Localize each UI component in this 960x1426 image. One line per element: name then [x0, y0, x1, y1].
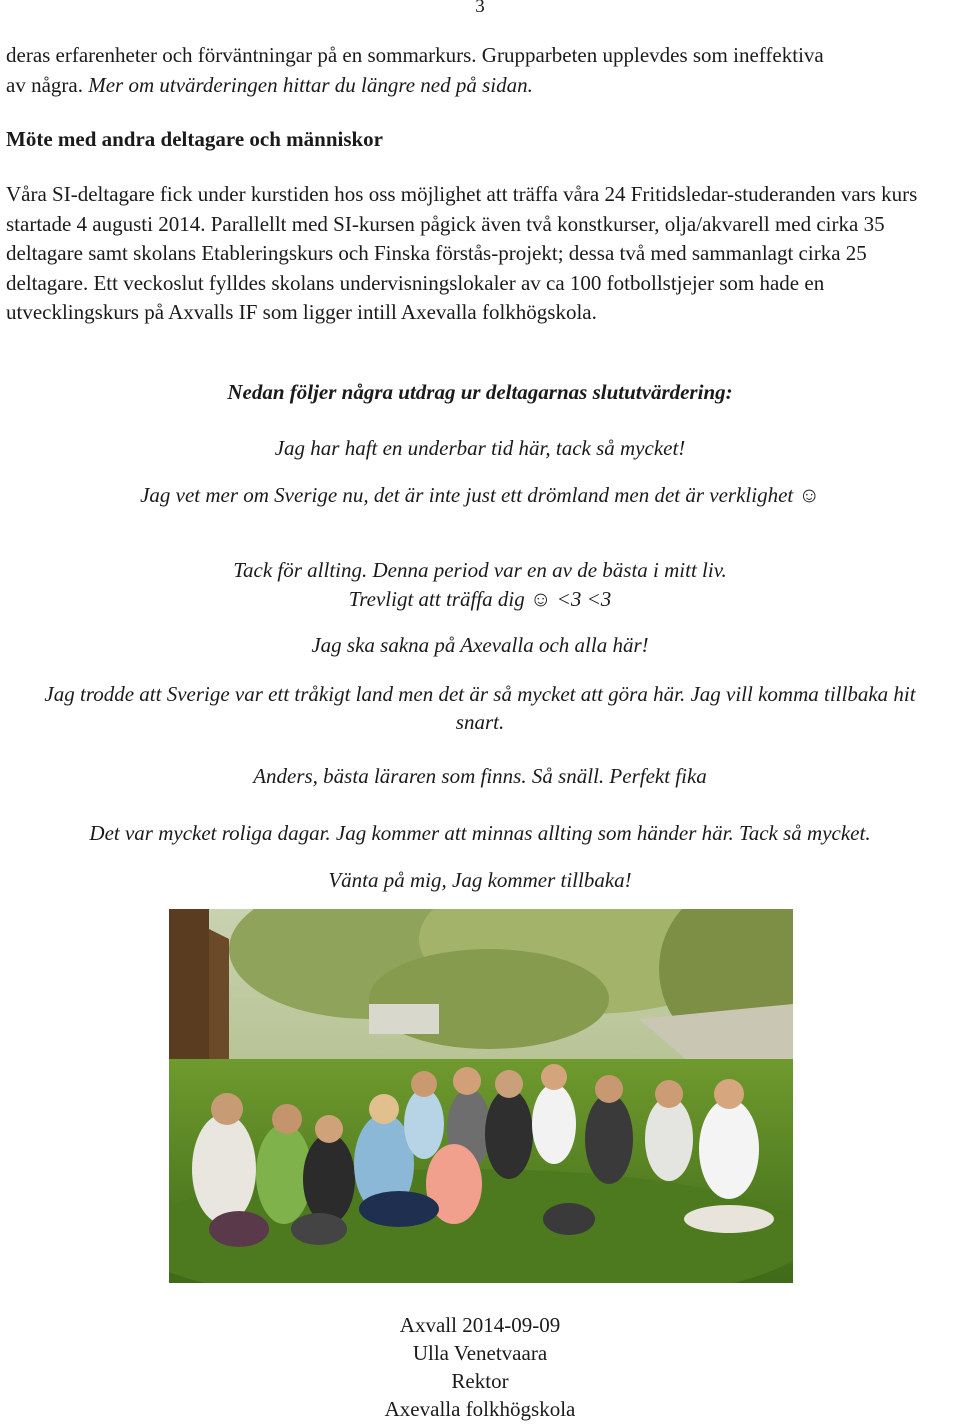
- evaluation-heading: Nedan följer några utdrag ur deltagarnas slututvärdering:: [227, 380, 733, 404]
- section-heading: Möte med andra deltagare och människor: [6, 127, 384, 151]
- page-number: 3: [475, 0, 485, 17]
- signature-org: Axevalla folkhögskola: [384, 1397, 576, 1421]
- quote-7: Det var mycket roliga dagar. Jag kommer att minnas allting som händer här. Tack så mycket.: [89, 821, 871, 845]
- signature-title: Rektor: [451, 1369, 509, 1393]
- quote-5: Jag trodde att Sverige var ett tråkigt land men det är så mycket att göra här. Jag vill komma tillbaka hit snart.: [44, 682, 916, 734]
- quote-6: Anders, bästa läraren som finns. Så snäll. Perfekt fika: [253, 764, 707, 788]
- quote-8: Vänta på mig, Jag kommer tillbaka!: [328, 868, 632, 892]
- signature-name: Ulla Venetvaara: [412, 1341, 548, 1365]
- quote-3b: Trevligt att träffa dig ☺ <3 <3: [348, 587, 612, 611]
- intro-line-2-text: av några.: [6, 72, 89, 97]
- quote-1: Jag har haft en underbar tid här, tack så mycket!: [274, 436, 686, 460]
- group-photo-image: [169, 909, 793, 1283]
- quote-4: Jag ska sakna på Axevalla och alla här!: [311, 633, 649, 657]
- intro-line-1: deras erfarenheter och förväntningar på en sommarkurs. Grupparbeten upplevdes som ineffektiva: [6, 43, 824, 67]
- intro-line-2-italic: Mer om utvärderingen hittar du längre ned på sidan.: [88, 72, 533, 97]
- quote-2: Jag vet mer om Sverige nu, det är inte just ett drömland men det är verklighet ☺: [140, 483, 820, 507]
- signature-place-date: Axvall 2014-09-09: [399, 1313, 561, 1337]
- group-photo: [169, 909, 793, 1283]
- intro-line-2: [6, 71, 954, 101]
- intro-paragraph: [6, 41, 954, 100]
- section-body: Våra SI-deltagare fick under kurstiden hos oss möjlighet att träffa våra 24 Fritidsledar-studeranden vars kurs startade 4 augusti 2014. Parallellt med SI-kursen pågick även två konstkurser, olja/akvarell med cirka 35 deltagare samt skolans Etableringskurs och Finska förstås-projekt; dessa två med sammanlagt cirka 25 deltagare. Ett veckoslut fylldes skolans undervisningslokaler av ca 100 fotbollstjejer som hade en utvecklingskurs på Axvalls IF som ligger intill Axevalla folkhögskola.: [6, 182, 918, 324]
- quote-3a: Tack för allting. Denna period var en av de bästa i mitt liv.: [233, 558, 727, 582]
